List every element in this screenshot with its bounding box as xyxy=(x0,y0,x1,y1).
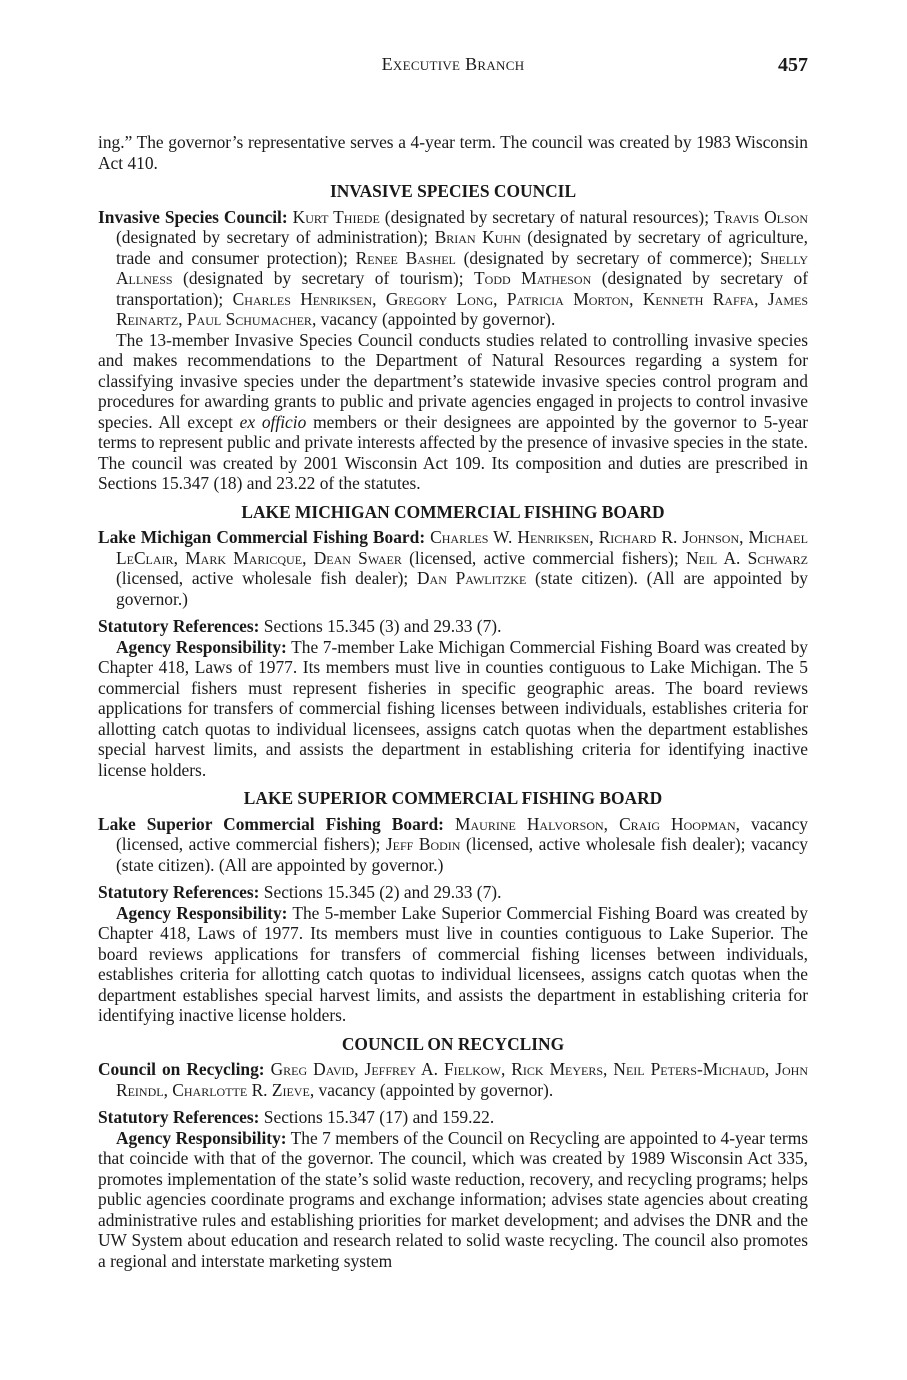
document-body xyxy=(98,132,808,1271)
member-detail: (licensed, active commercial fishers); xyxy=(401,547,686,568)
member-detail: (designated by secretary of transportation); xyxy=(116,268,809,309)
member-detail: (designated by secretary of tourism); xyxy=(172,268,475,288)
roster-label: Lake Michigan Commercial Fishing Board: xyxy=(98,527,426,547)
member-detail: , xyxy=(603,1059,614,1079)
agency-responsibility-lake-michigan xyxy=(98,637,808,781)
member-detail: , xyxy=(739,527,749,547)
member-detail: , vacancy (appointed by governor). xyxy=(311,309,556,329)
member-name: Kenneth Raffa xyxy=(642,288,755,309)
member-name: Travis Olson xyxy=(714,206,808,227)
statutory-text: Sections 15.345 (2) and 29.33 (7). xyxy=(259,882,502,902)
member-detail: , xyxy=(589,527,599,547)
member-detail: (licensed, active wholesale fish dealer); xyxy=(116,568,417,588)
member-detail: (designated by secretary of administration); xyxy=(116,227,435,247)
statutory-label: Statutory References: xyxy=(98,616,260,636)
member-name: Neil A. Schwarz xyxy=(685,547,808,568)
page-number: 457 xyxy=(778,54,808,76)
member-name: Michael LeClair xyxy=(116,527,808,568)
member-name: Rick Meyers xyxy=(511,1059,604,1079)
roster-label: Invasive Species Council: xyxy=(98,206,288,227)
member-detail: (designated by secretary of commerce); xyxy=(455,247,761,268)
member-name: Craig Hoopman xyxy=(619,813,736,834)
member-name: Gregory Long xyxy=(385,288,494,309)
member-detail: , xyxy=(163,1079,173,1100)
member-name: Kurt Thiede xyxy=(292,206,380,227)
member-detail: , vacancy (licensed, active commercial fishers); xyxy=(116,813,808,854)
statutory-references-lake-michigan xyxy=(98,616,808,637)
roster-lake-superior xyxy=(98,814,808,876)
member-detail: , xyxy=(754,288,768,309)
member-name: James Reinartz xyxy=(116,288,808,329)
member-detail: (state citizen). (All are appointed by governor.) xyxy=(116,568,808,609)
section-heading-lake-michigan: LAKE MICHIGAN COMMERCIAL FISHING BOARD xyxy=(241,501,665,522)
agency-label: Agency Responsibility: xyxy=(116,1127,287,1148)
statutory-text: Sections 15.347 (17) and 159.22. xyxy=(259,1107,495,1127)
member-name: Charlotte R. Zieve xyxy=(172,1079,310,1100)
member-name: Paul Schumacher xyxy=(186,309,312,329)
agency-text: The 5-member Lake Superior Commercial Fishing Board was created by Chapter 418, Laws of 1977. Its members must live in counties contiguous to Lake Superior. The board reviews applications for transfers of commercial fishing licenses between individuals, establishes criteria for allotting catch quotas to individual licensees, assigns catch quotas when the department establishes special harvest limits, and assists the department in establishing criteria for identifying inactive license holders. xyxy=(98,902,808,1025)
member-detail: , xyxy=(173,547,186,568)
member-name: Shelly Allness xyxy=(116,247,809,288)
roster-invasive-species xyxy=(98,207,808,330)
agency-responsibility-recycling xyxy=(98,1128,808,1272)
member-name: Dean Swaer xyxy=(313,547,402,568)
section-heading-invasive-species: INVASIVE SPECIES COUNCIL xyxy=(329,181,577,201)
agency-text: The 7-member Lake Michigan Commercial Fishing Board was created by Chapter 418, Laws of 1977. Its members must live in counties contiguous to Lake Michigan. The 5 commercial fishers must represent fisheries in specific geographic areas. The board reviews applications for transfers of commercial fishing licenses between individuals, establishes criteria for allotting catch quotas to individual licensees, assigns catch quotas when the department establishes special harvest limits, and assists the department in establishing criteria for identifying inactive license holders. xyxy=(98,636,808,780)
member-detail: , xyxy=(372,288,386,309)
member-detail: , xyxy=(603,813,620,834)
member-detail: , xyxy=(302,547,314,568)
member-name: Jeff Bodin xyxy=(385,834,461,854)
roster-label: Lake Superior Commercial Fishing Board: xyxy=(98,813,444,834)
statutory-label: Statutory References: xyxy=(98,1107,260,1127)
member-name: Todd Matheson xyxy=(474,268,592,288)
section-heading-recycling: COUNCIL ON RECYCLING xyxy=(341,1033,565,1054)
member-name: Neil Peters-Michaud xyxy=(613,1059,765,1079)
member-name: Greg David xyxy=(270,1059,355,1079)
member-detail: (licensed, active wholesale fish dealer); vacancy (state citizen). (All are appointed by governor.) xyxy=(116,834,809,875)
running-title: Executive Branch xyxy=(381,54,525,74)
description-emphasis: ex officio xyxy=(239,411,307,432)
member-detail: , xyxy=(178,309,187,329)
member-name: Dan Pawlitzke xyxy=(416,568,527,588)
member-name: Richard R. Johnson xyxy=(598,527,740,547)
description-invasive-species xyxy=(98,330,808,494)
member-detail: (designated by secretary of agriculture, trade and consumer protection); xyxy=(116,227,809,268)
member-name: Renee Bashel xyxy=(355,247,456,268)
member-name: Maurine Halvorson xyxy=(455,813,604,834)
member-name: Brian Kuhn xyxy=(434,227,521,247)
member-name: Charles W. Henriksen xyxy=(430,527,590,547)
member-name: Patricia Morton xyxy=(506,288,630,309)
statutory-text: Sections 15.345 (3) and 29.33 (7). xyxy=(259,616,502,636)
member-detail: , xyxy=(764,1059,776,1079)
description-text-b: members or their designees are appointed by the governor to 5-year terms to represent public and private interests affected by the presence of invasive species in the state. The council was created by 2001 Wisconsin Act 109. Its composition and duties are prescribed in Sections 15.347 (18) and 23.22 of the statutes. xyxy=(98,411,808,493)
roster-label: Council on Recycling: xyxy=(98,1059,265,1079)
statutory-label: Statutory References: xyxy=(98,882,260,902)
member-detail: (designated by secretary of natural resources); xyxy=(379,206,715,227)
member-detail: , xyxy=(500,1059,512,1079)
member-detail: , xyxy=(629,288,643,309)
description-text-a: The 13-member Invasive Species Council conducts studies related to controlling invasive species and makes recommendations to the Department of Natural Resources regarding a system for classifying invasive species under the department’s statewide invasive species control program and procedures for awarding grants to public and private agencies engaged in projects to control invasive species. All except xyxy=(98,329,808,432)
statutory-references-recycling xyxy=(98,1107,808,1128)
intro-paragraph: ing.” The governor’s representative serves a 4-year term. The council was created by 1983 Wisconsin Act 410. xyxy=(98,132,808,173)
agency-label: Agency Responsibility: xyxy=(116,636,287,657)
statutory-references-lake-superior xyxy=(98,882,808,903)
agency-responsibility-lake-superior xyxy=(98,903,808,1026)
member-name: Jeffrey A. Fielkow xyxy=(364,1059,501,1079)
member-detail: , xyxy=(493,288,507,309)
member-name: Mark Maricque xyxy=(185,547,303,568)
member-name: Charles Henriksen xyxy=(232,288,373,309)
member-detail: , vacancy (appointed by governor). xyxy=(309,1079,554,1100)
section-heading-lake-superior: LAKE SUPERIOR COMMERCIAL FISHING BOARD xyxy=(243,788,663,808)
member-detail: , xyxy=(354,1059,365,1079)
roster-lake-michigan xyxy=(98,527,808,609)
roster-recycling xyxy=(98,1059,808,1100)
agency-label: Agency Responsibility: xyxy=(116,902,288,923)
running-header xyxy=(98,54,808,84)
member-name: John Reindl xyxy=(116,1059,809,1100)
agency-text: The 7 members of the Council on Recycling are appointed to 4-year terms that coincide with that of the governor. The council, which was created by 1989 Wisconsin Act 335, promotes implementation of the state’s solid waste reduction, recovery, and recycling programs; helps public agencies coordinate programs and exchange information; advises state agencies about creating administrative rules and establishing priorities for market development; and advises the DNR and the UW System about education and research related to solid waste recycling. The council also promotes a regional and interstate marketing system xyxy=(98,1127,808,1271)
